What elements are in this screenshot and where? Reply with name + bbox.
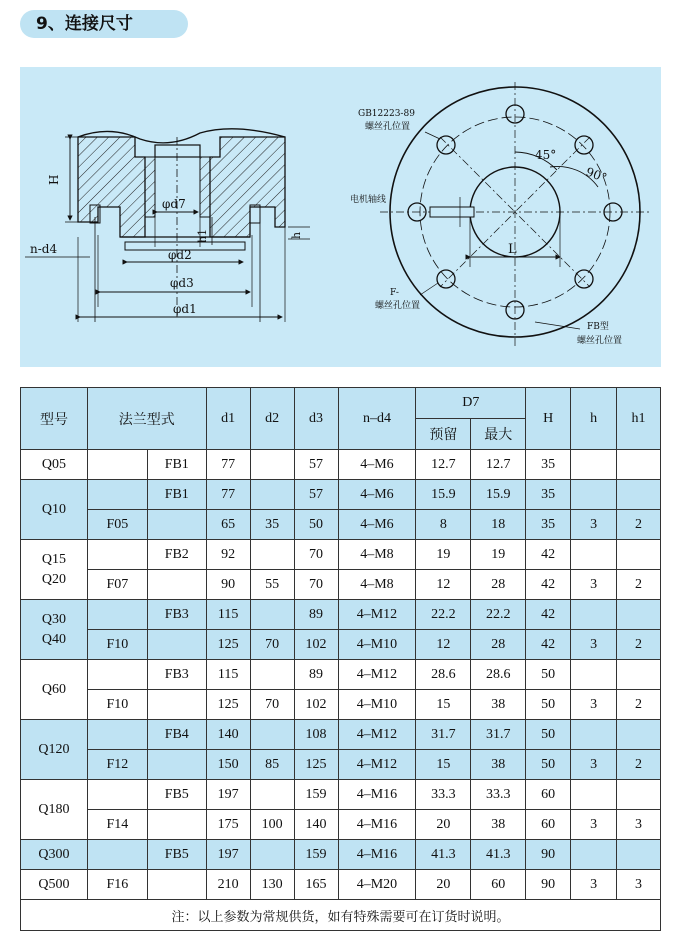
- cell-d7-reserved: 41.3: [416, 840, 471, 870]
- cell-d1: 197: [206, 840, 250, 870]
- cell-d1: 150: [206, 750, 250, 780]
- cell-flange-fb: [147, 870, 206, 900]
- cell-nd4: 4–M20: [338, 870, 416, 900]
- cell-h1: 3: [617, 810, 661, 840]
- cell-d7-max: 28: [471, 570, 526, 600]
- table-row: [21, 450, 661, 480]
- cell-d7-reserved: 33.3: [416, 780, 471, 810]
- cell-flange-f: [87, 540, 147, 570]
- cell-d7-max: 41.3: [471, 840, 526, 870]
- cell-d7-max: 31.7: [471, 720, 526, 750]
- cell-nd4: 4–M8: [338, 540, 416, 570]
- cell-h1: 2: [617, 630, 661, 660]
- cell-d7-max: 38: [471, 690, 526, 720]
- cell-h: [571, 480, 617, 510]
- cell-d3: 50: [294, 510, 338, 540]
- cell-d7-reserved: 12: [416, 570, 471, 600]
- cell-nd4: 4–M8: [338, 570, 416, 600]
- cell-d7-max: 28.6: [471, 660, 526, 690]
- cell-d1: 92: [206, 540, 250, 570]
- cell-h1: 3: [617, 870, 661, 900]
- table-row: [21, 600, 661, 630]
- cell-model: Q180: [21, 780, 88, 840]
- cell-model: Q60: [21, 660, 88, 720]
- cell-h: [571, 660, 617, 690]
- cell-H: 90: [526, 870, 571, 900]
- cell-d7-max: 38: [471, 750, 526, 780]
- cell-d3: 89: [294, 600, 338, 630]
- cell-H: 42: [526, 630, 571, 660]
- cell-flange-fb: [147, 810, 206, 840]
- cell-d1: 77: [206, 480, 250, 510]
- cell-h: 3: [571, 750, 617, 780]
- cell-d7-max: 18: [471, 510, 526, 540]
- cell-h: [571, 840, 617, 870]
- cell-d3: 57: [294, 450, 338, 480]
- cell-h: [571, 780, 617, 810]
- cell-d7-max: 19: [471, 540, 526, 570]
- cell-nd4: 4–M12: [338, 600, 416, 630]
- cell-h1: [617, 540, 661, 570]
- label-d3: φd3: [170, 276, 194, 290]
- cell-h: [571, 600, 617, 630]
- cell-d3: 108: [294, 720, 338, 750]
- cell-nd4: 4–M6: [338, 480, 416, 510]
- cell-h1: 2: [617, 690, 661, 720]
- cell-H: 35: [526, 450, 571, 480]
- cell-flange-f: [87, 780, 147, 810]
- label-nd4: n-d4: [30, 242, 58, 256]
- table-row: [21, 540, 661, 570]
- cell-flange-f: [87, 600, 147, 630]
- cell-flange-fb: FB5: [147, 840, 206, 870]
- cell-model: Q05: [21, 450, 88, 480]
- table-row: [21, 510, 661, 540]
- cell-flange-f: [87, 450, 147, 480]
- th-d3: d3: [294, 388, 338, 450]
- cell-d2: 130: [250, 870, 294, 900]
- cell-flange-f: F14: [87, 810, 147, 840]
- label-d1: φd1: [173, 302, 197, 316]
- cell-d2: [250, 660, 294, 690]
- cell-flange-f: F12: [87, 750, 147, 780]
- cell-nd4: 4–M16: [338, 810, 416, 840]
- cell-flange-fb: FB4: [147, 720, 206, 750]
- cell-d1: 77: [206, 450, 250, 480]
- cell-d2: 55: [250, 570, 294, 600]
- cell-d1: 125: [206, 690, 250, 720]
- cell-d1: 115: [206, 600, 250, 630]
- cell-h: 3: [571, 510, 617, 540]
- flange-view: [350, 82, 650, 347]
- cell-h: 3: [571, 690, 617, 720]
- table-row: [21, 570, 661, 600]
- cell-d7-reserved: 15.9: [416, 480, 471, 510]
- cell-d7-max: 15.9: [471, 480, 526, 510]
- table-row: [21, 750, 661, 780]
- cell-h: [571, 540, 617, 570]
- cell-nd4: 4–M12: [338, 750, 416, 780]
- cell-d2: 100: [250, 810, 294, 840]
- cell-d7-reserved: 20: [416, 870, 471, 900]
- cell-d7-reserved: 8: [416, 510, 471, 540]
- cell-h: 3: [571, 570, 617, 600]
- cell-d1: 197: [206, 780, 250, 810]
- cell-h1: [617, 450, 661, 480]
- table-header: [21, 388, 661, 450]
- cell-d1: 125: [206, 630, 250, 660]
- cell-d3: 70: [294, 570, 338, 600]
- table-row: [21, 720, 661, 750]
- cell-H: 60: [526, 810, 571, 840]
- th-H: H: [526, 388, 571, 450]
- cell-d7-max: 28: [471, 630, 526, 660]
- cell-d7-reserved: 31.7: [416, 720, 471, 750]
- table-row: [21, 870, 661, 900]
- spec-table: [20, 387, 661, 931]
- cell-h1: [617, 480, 661, 510]
- cell-d3: 140: [294, 810, 338, 840]
- label-h1: h1: [196, 228, 209, 243]
- cell-d7-max: 38: [471, 810, 526, 840]
- label-d7: φd7: [162, 197, 186, 211]
- cell-flange-f: F16: [87, 870, 147, 900]
- cell-h1: [617, 600, 661, 630]
- cell-H: 42: [526, 570, 571, 600]
- cell-d3: 159: [294, 780, 338, 810]
- label-motor-axis: 电机轴线: [350, 195, 387, 205]
- label-f-2: 螺丝孔位置: [375, 301, 421, 311]
- table-row: [21, 480, 661, 510]
- cell-H: 42: [526, 600, 571, 630]
- cell-d7-reserved: 15: [416, 690, 471, 720]
- cell-d7-reserved: 19: [416, 540, 471, 570]
- label-gb-1: GB12223-89: [358, 109, 415, 119]
- cell-model: Q10: [21, 480, 88, 540]
- cell-d1: 210: [206, 870, 250, 900]
- cell-d3: 165: [294, 870, 338, 900]
- table-body: [21, 450, 661, 900]
- label-90deg: 90°: [583, 164, 609, 186]
- cell-h1: 2: [617, 750, 661, 780]
- cell-flange-f: [87, 840, 147, 870]
- th-d1: d1: [206, 388, 250, 450]
- table-row: [21, 660, 661, 690]
- table-row: [21, 690, 661, 720]
- cell-model: Q120: [21, 720, 88, 780]
- cell-H: 60: [526, 780, 571, 810]
- cell-nd4: 4–M10: [338, 630, 416, 660]
- cell-h: [571, 450, 617, 480]
- cell-flange-f: F10: [87, 630, 147, 660]
- cell-nd4: 4–M10: [338, 690, 416, 720]
- cell-H: 50: [526, 750, 571, 780]
- cell-flange-f: [87, 720, 147, 750]
- cell-model: Q300: [21, 840, 88, 870]
- th-d7: D7: [416, 388, 526, 419]
- cell-d3: 57: [294, 480, 338, 510]
- cell-d2: [250, 840, 294, 870]
- cell-H: 50: [526, 690, 571, 720]
- cell-h1: 2: [617, 510, 661, 540]
- section-title: 9、连接尺寸: [20, 10, 188, 38]
- drawing-svg: [20, 67, 661, 367]
- cell-nd4: 4–M6: [338, 510, 416, 540]
- cell-d2: [250, 480, 294, 510]
- cell-d3: 102: [294, 690, 338, 720]
- table-row: [21, 810, 661, 840]
- cell-flange-fb: FB2: [147, 540, 206, 570]
- cell-d7-max: 12.7: [471, 450, 526, 480]
- th-d7-max: 最大: [471, 419, 526, 450]
- cell-h: [571, 720, 617, 750]
- cell-d2: 35: [250, 510, 294, 540]
- cell-d2: 70: [250, 690, 294, 720]
- cell-d1: 90: [206, 570, 250, 600]
- label-f-1: F-: [390, 288, 399, 298]
- cell-H: 90: [526, 840, 571, 870]
- th-nd4: n–d4: [338, 388, 416, 450]
- cell-flange-fb: [147, 510, 206, 540]
- th-h1: h1: [617, 388, 661, 450]
- cell-d7-reserved: 12.7: [416, 450, 471, 480]
- cell-d1: 65: [206, 510, 250, 540]
- cell-flange-f: [87, 660, 147, 690]
- cell-d3: 102: [294, 630, 338, 660]
- cell-d2: [250, 600, 294, 630]
- cell-flange-fb: FB1: [147, 450, 206, 480]
- cell-model: Q500: [21, 870, 88, 900]
- label-d2: φd2: [168, 248, 192, 262]
- cell-d7-reserved: 28.6: [416, 660, 471, 690]
- cell-d1: 175: [206, 810, 250, 840]
- cell-nd4: 4–M16: [338, 840, 416, 870]
- table-row: [21, 630, 661, 660]
- cell-H: 50: [526, 660, 571, 690]
- cell-flange-fb: FB5: [147, 780, 206, 810]
- cell-h1: [617, 720, 661, 750]
- cell-flange-fb: [147, 690, 206, 720]
- cell-h1: 2: [617, 570, 661, 600]
- th-flange: 法兰型式: [87, 388, 206, 450]
- cell-d2: [250, 720, 294, 750]
- cell-d7-max: 22.2: [471, 600, 526, 630]
- connection-drawing: [20, 67, 661, 367]
- cell-d7-reserved: 22.2: [416, 600, 471, 630]
- cell-flange-fb: [147, 570, 206, 600]
- cell-model: Q30 Q40: [21, 600, 88, 660]
- table-row: [21, 780, 661, 810]
- cell-nd4: 4–M6: [338, 450, 416, 480]
- label-H: H: [47, 174, 61, 185]
- table-note: 注：以上参数为常规供货，如有特殊需要可在订货时说明。: [21, 900, 661, 931]
- cell-d7-max: 33.3: [471, 780, 526, 810]
- cell-d2: [250, 540, 294, 570]
- label-gb-2: 螺丝孔位置: [365, 122, 411, 132]
- cell-h1: [617, 780, 661, 810]
- cell-nd4: 4–M16: [338, 780, 416, 810]
- cell-flange-f: F07: [87, 570, 147, 600]
- cell-d1: 115: [206, 660, 250, 690]
- cell-h: 3: [571, 810, 617, 840]
- cell-flange-fb: FB1: [147, 480, 206, 510]
- label-L: L: [508, 242, 517, 257]
- cell-flange-f: F10: [87, 690, 147, 720]
- th-model: 型号: [21, 388, 88, 450]
- cell-d2: [250, 450, 294, 480]
- cell-d3: 89: [294, 660, 338, 690]
- th-h: h: [571, 388, 617, 450]
- cell-flange-fb: FB3: [147, 600, 206, 630]
- cell-flange-fb: [147, 750, 206, 780]
- th-d2: d2: [250, 388, 294, 450]
- cell-d7-reserved: 20: [416, 810, 471, 840]
- label-fb-1: FB型: [587, 322, 609, 332]
- cell-model: Q15 Q20: [21, 540, 88, 600]
- cell-d3: 159: [294, 840, 338, 870]
- cell-h1: [617, 660, 661, 690]
- cell-h1: [617, 840, 661, 870]
- label-fb-2: 螺丝孔位置: [577, 336, 623, 346]
- cell-nd4: 4–M12: [338, 660, 416, 690]
- label-45deg: 45°: [535, 148, 557, 162]
- cell-H: 35: [526, 510, 571, 540]
- cell-flange-f: F05: [87, 510, 147, 540]
- cell-d7-max: 60: [471, 870, 526, 900]
- section-view: [25, 129, 310, 322]
- cell-d7-reserved: 15: [416, 750, 471, 780]
- cell-H: 35: [526, 480, 571, 510]
- cell-h: 3: [571, 630, 617, 660]
- cell-d1: 140: [206, 720, 250, 750]
- table-row: [21, 840, 661, 870]
- cell-flange-fb: FB3: [147, 660, 206, 690]
- th-d7-reserved: 预留: [416, 419, 471, 450]
- label-h: h: [290, 231, 303, 239]
- cell-d3: 70: [294, 540, 338, 570]
- cell-H: 42: [526, 540, 571, 570]
- cell-nd4: 4–M12: [338, 720, 416, 750]
- cell-h: 3: [571, 870, 617, 900]
- cell-d2: 70: [250, 630, 294, 660]
- cell-d2: 85: [250, 750, 294, 780]
- cell-d3: 125: [294, 750, 338, 780]
- cell-d7-reserved: 12: [416, 630, 471, 660]
- cell-d2: [250, 780, 294, 810]
- cell-H: 50: [526, 720, 571, 750]
- cell-flange-fb: [147, 630, 206, 660]
- cell-flange-f: [87, 480, 147, 510]
